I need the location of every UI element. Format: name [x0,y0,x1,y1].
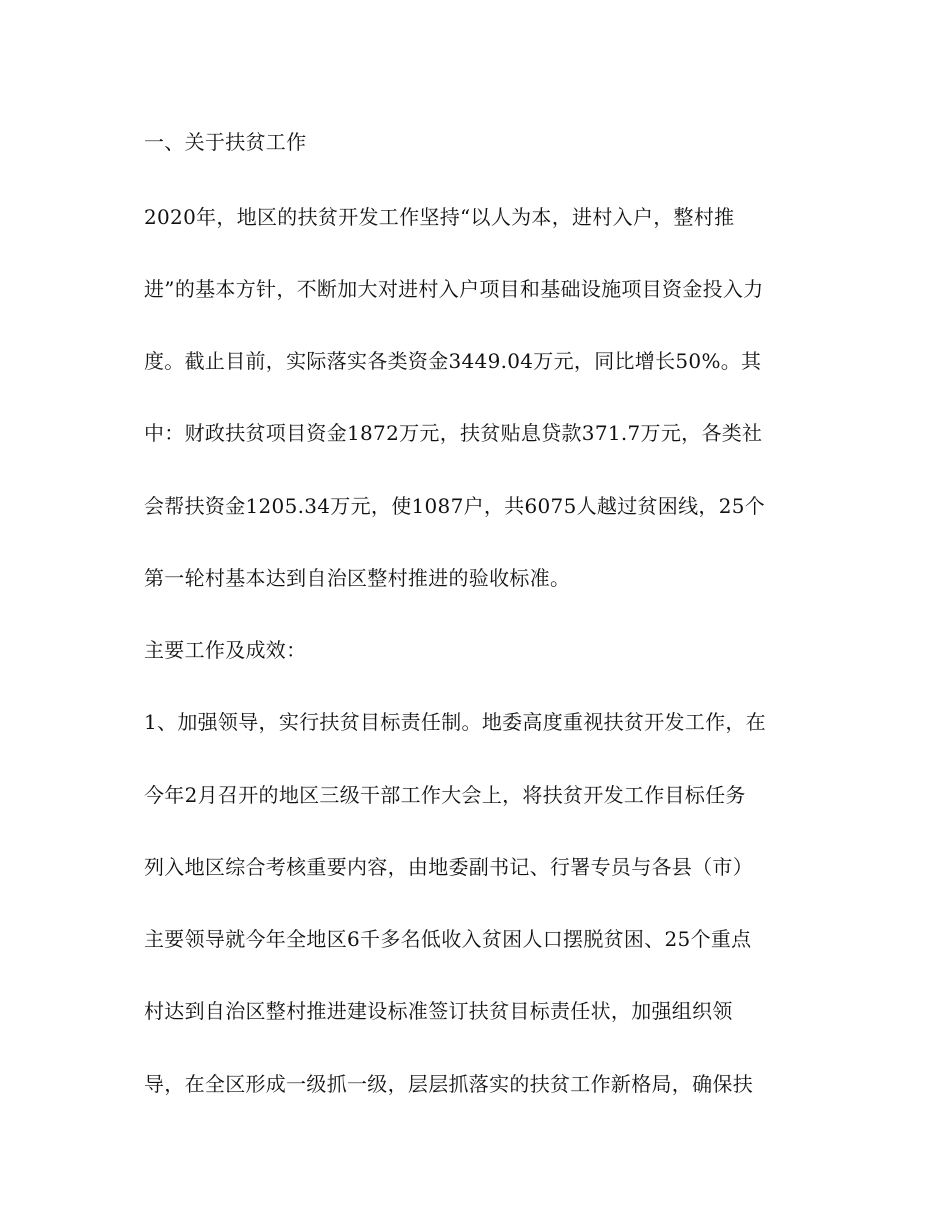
paragraph-line: 主要领导就今年全地区6千多名低收入贫困人口摆脱贫困、25个重点 [144,927,752,951]
paragraph-line: 导，在全区形成一级抓一级，层层抓落实的扶贫工作新格局，确保扶 [144,1072,753,1096]
paragraph-line: 进”的基本方针，不断加大对进村入户项目和基础设施项目资金投入力 [144,277,764,301]
section-heading: 一、关于扶贫工作 [144,130,307,154]
paragraph-line: 会帮扶资金1205.34万元，使1087户，共6075人越过贫困线，25个 [144,494,766,518]
paragraph-line: 列入地区综合考核重要内容，由地委副书记、行署专员与各县（市） [144,855,753,879]
paragraph-line: 第一轮村基本达到自治区整村推进的验收标准。 [144,566,571,590]
paragraph-line: 2020年，地区的扶贫开发工作坚持“以人为本，进村入户，整村推 [144,205,735,229]
paragraph-line: 村达到自治区整村推进建设标准签订扶贫目标责任状，加强组织领 [144,999,733,1023]
paragraph-line: 中：财政扶贫项目资金1872万元，扶贫贴息贷款371.7万元，各类社 [144,421,763,445]
paragraph-line: 度。截止目前，实际落实各类资金3449.04万元，同比增长50%。其 [144,349,762,373]
paragraph-line: 今年2月召开的地区三级干部工作大会上，将扶贫开发工作目标任务 [144,783,746,807]
paragraph-line: 1、加强领导，实行扶贫目标责任制。地委高度重视扶贫开发工作，在 [144,710,767,734]
subheading: 主要工作及成效： [144,638,307,662]
